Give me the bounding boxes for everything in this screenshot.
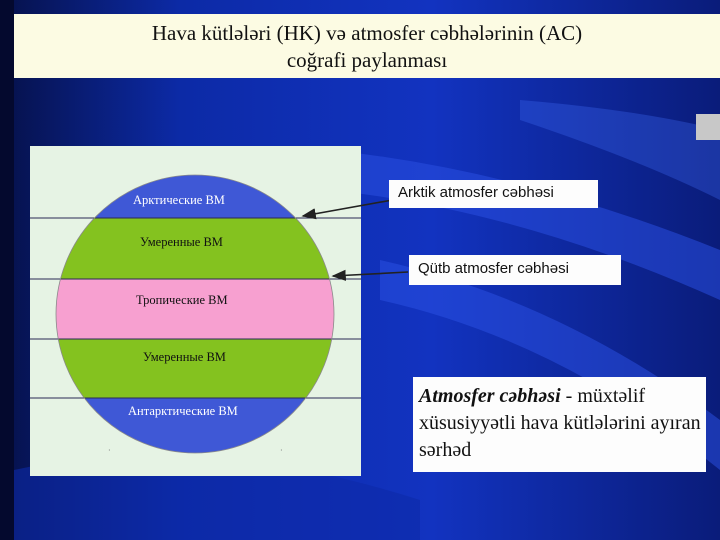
air-mass-band-label: Тропические ВМ bbox=[136, 293, 228, 307]
arctic-front-callout bbox=[389, 180, 598, 208]
air-mass-band-label: Антарктические ВМ bbox=[128, 404, 238, 418]
title-line-2: coğrafi paylanması bbox=[286, 48, 448, 72]
front-definition-box bbox=[413, 377, 706, 472]
air-mass-band-label: Умеренные ВМ bbox=[143, 350, 226, 364]
air-mass-band-label: Умеренные ВМ bbox=[140, 235, 223, 249]
air-mass-diagram bbox=[30, 146, 361, 476]
svg-text:·: · bbox=[108, 446, 111, 455]
svg-text:·: · bbox=[280, 446, 283, 455]
polar-front-callout bbox=[409, 255, 621, 285]
slide-title bbox=[14, 14, 720, 78]
arctic-front-label: Arktik atmosfer cəbhəsi bbox=[398, 184, 554, 201]
air-mass-band bbox=[30, 339, 361, 398]
polar-front-label: Qütb atmosfer cəbhəsi bbox=[418, 260, 569, 277]
air-mass-band-label: Арктические ВМ bbox=[133, 193, 225, 207]
definition-text: - müxtəlif xüsusiyyətli hava kütlələrini ayıran sərhəd bbox=[419, 385, 701, 461]
definition-term: Atmosfer cəbhəsi bbox=[419, 385, 561, 407]
air-mass-band bbox=[30, 279, 361, 339]
title-line-1: Hava kütlələri (HK) və atmosfer cəbhələrinin (AC) bbox=[151, 21, 583, 45]
